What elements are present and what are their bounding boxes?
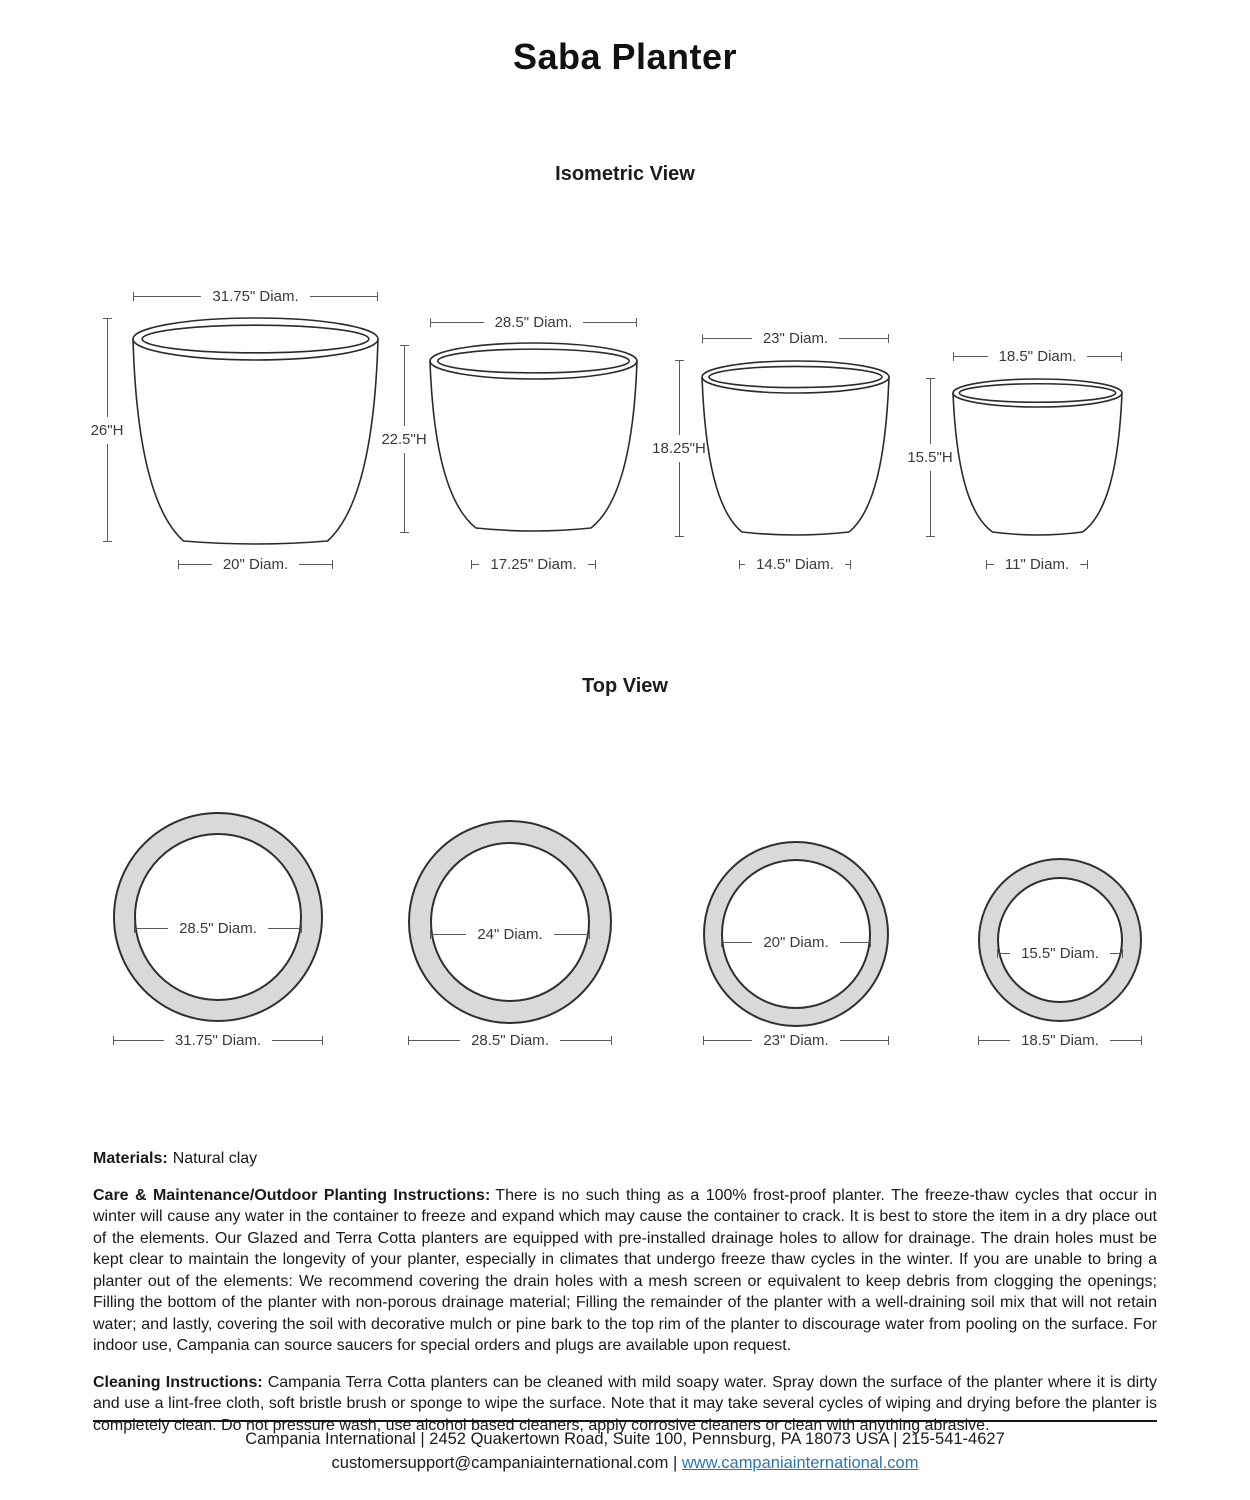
- dim-label: 18.5" Diam.: [1021, 1031, 1099, 1049]
- footer-separator: |: [672, 1454, 678, 1472]
- dim-inner-diameter-ring-2: [430, 926, 590, 942]
- dim-line: [431, 934, 466, 935]
- planter-isometric-drawing-2: [428, 341, 639, 537]
- dim-tick: [870, 938, 871, 947]
- dim-line: [930, 379, 931, 444]
- planter-isometric-drawing-1: [131, 316, 380, 550]
- dim-label: 11" Diam.: [1004, 555, 1070, 573]
- dim-line: [740, 564, 745, 565]
- materials-line: [93, 1148, 1157, 1170]
- dim-tick: [888, 1036, 889, 1045]
- footer: [93, 1420, 1157, 1475]
- planter-isometric-drawing-3: [700, 359, 891, 541]
- materials-label: Materials:: [93, 1150, 168, 1167]
- dim-top-diameter-planter-1: [133, 288, 378, 304]
- dim-tick: [611, 1036, 612, 1045]
- dim-label: 26"H: [90, 421, 124, 439]
- dim-outer-diameter-ring-2: [408, 1032, 612, 1048]
- dim-line: [704, 1040, 752, 1041]
- dim-line: [114, 1040, 164, 1041]
- pot-body-outline: [430, 361, 637, 531]
- dim-line: [560, 1040, 611, 1041]
- ring-inner-4: [997, 877, 1123, 1003]
- top-view-heading: Top View: [582, 675, 668, 697]
- dim-label: 15.5" Diam.: [1021, 944, 1099, 962]
- dim-line: [1110, 1040, 1141, 1041]
- dim-label: 28.5" Diam.: [494, 313, 573, 331]
- dim-line: [1080, 564, 1087, 565]
- planter-isometric-drawing-4: [951, 377, 1124, 541]
- dim-top-diameter-planter-2: [430, 314, 637, 330]
- dim-line: [404, 453, 405, 533]
- dim-line: [979, 1040, 1010, 1041]
- dim-tick: [1087, 560, 1088, 569]
- pot-rim-inner: [438, 349, 629, 373]
- dim-line: [310, 296, 377, 297]
- dim-top-diameter-planter-3: [702, 330, 889, 346]
- footer-website-link[interactable]: www.campaniainternational.com: [681, 1454, 919, 1472]
- materials-value: Natural clay: [172, 1150, 258, 1167]
- dim-tick: [675, 536, 684, 537]
- dim-tick: [400, 532, 409, 533]
- pot-rim-inner: [142, 325, 369, 353]
- dim-bottom-diameter-planter-3: [739, 556, 851, 572]
- pot-rim-inner: [709, 366, 882, 387]
- dim-tick: [1121, 352, 1122, 361]
- dim-line: [472, 564, 479, 565]
- dim-line: [840, 1040, 888, 1041]
- dim-inner-diameter-ring-3: [721, 934, 871, 950]
- dim-label: 20" Diam.: [222, 555, 289, 573]
- isometric-view-heading: Isometric View: [555, 163, 695, 185]
- dim-line: [179, 564, 212, 565]
- dim-tick: [377, 292, 378, 301]
- pot-body-outline: [702, 377, 889, 535]
- dim-line: [722, 942, 752, 943]
- dim-line: [107, 319, 108, 417]
- dim-line: [404, 346, 405, 426]
- dim-line: [431, 322, 484, 323]
- dim-line: [1087, 356, 1121, 357]
- dim-tick: [595, 560, 596, 569]
- dim-label: 31.75" Diam.: [212, 287, 299, 305]
- dim-label: 18.5" Diam.: [998, 347, 1077, 365]
- dim-line: [135, 928, 168, 929]
- dim-line: [134, 296, 201, 297]
- dim-outer-diameter-ring-4: [978, 1032, 1142, 1048]
- dim-tick: [589, 930, 590, 939]
- dim-line: [930, 471, 931, 536]
- top-view-ring-4: [978, 858, 1142, 1022]
- pot-body-outline: [133, 339, 378, 544]
- dim-tick: [1122, 949, 1123, 958]
- dim-bottom-diameter-planter-2: [471, 556, 596, 572]
- dim-bottom-diameter-planter-1: [178, 556, 333, 572]
- pot-rim-outer: [133, 318, 378, 360]
- dim-tick: [888, 334, 889, 343]
- cleaning-text: Campania Terra Cotta planters can be cleaned with mild soapy water. Spray down the surface of the planter where it is dirty and use a lint-free cloth, soft bristle brush or sponge to wipe the surface. Note that it may take several cycles of wiping and drying before the planter is completely clean. Do not pressure wash, use alcohol based cleaners, apply corrosive cleaners or clean with anything abrasive.: [93, 1373, 1158, 1434]
- dim-label: 15.5"H: [907, 449, 953, 466]
- dim-label: 28.5" Diam.: [179, 919, 257, 937]
- dim-label: 28.5" Diam.: [471, 1031, 549, 1049]
- dim-label: 23" Diam.: [762, 329, 829, 347]
- dim-label: 31.75" Diam.: [174, 1031, 262, 1049]
- dim-tick: [103, 541, 112, 542]
- footer-contact-line: [93, 1451, 1157, 1475]
- dim-outer-diameter-ring-1: [113, 1032, 323, 1048]
- top-view-ring-2: [408, 820, 612, 1024]
- dim-top-diameter-planter-4: [953, 348, 1122, 364]
- dim-line: [679, 361, 680, 435]
- dim-line: [1110, 953, 1122, 954]
- dim-line: [107, 444, 108, 542]
- dim-tick: [322, 1036, 323, 1045]
- cleaning-label: Cleaning Instructions:: [93, 1373, 263, 1391]
- dim-label: 17.25" Diam.: [490, 555, 577, 573]
- dim-inner-diameter-ring-1: [134, 920, 302, 936]
- dim-line: [839, 338, 888, 339]
- ring-inner-2: [430, 842, 590, 1002]
- dim-line: [583, 322, 636, 323]
- dim-inner-diameter-ring-4: [997, 945, 1123, 961]
- dim-line: [409, 1040, 460, 1041]
- dim-line: [998, 953, 1010, 954]
- dim-label: 14.5" Diam.: [756, 555, 834, 573]
- dim-label: 24" Diam.: [477, 925, 543, 943]
- dim-tick: [301, 924, 302, 933]
- dim-label: 18.25"H: [652, 440, 706, 457]
- dim-line: [554, 934, 589, 935]
- top-view-ring-1: [113, 812, 323, 1022]
- care-paragraph: [93, 1185, 1157, 1357]
- dim-line: [588, 564, 595, 565]
- dim-label: 20" Diam.: [763, 933, 829, 951]
- dim-label: 22.5"H: [381, 430, 427, 448]
- footer-address-line: Campania International | 2452 Quakertown Road, Suite 100, Pennsburg, PA 18073 USA | 215-541-4627: [245, 1430, 1005, 1448]
- dim-tick: [332, 560, 333, 569]
- pot-body-outline: [953, 393, 1122, 535]
- pot-rim-inner: [959, 384, 1115, 402]
- dim-bottom-diameter-planter-4: [986, 556, 1088, 572]
- dim-line: [703, 338, 752, 339]
- care-label: Care & Maintenance/Outdoor Planting Instructions:: [93, 1186, 491, 1204]
- care-text: There is no such thing as a 100% frost-proof planter. The freeze-thaw cycles that occur in winter will cause any water in the container to freeze and expand which may cause the container to crack. It is best to store the item in a dry place out of the elements. Our Glazed and Terra Cotta planters are equipped with pre-installed drainage holes to allow for drainage. The drain holes must be kept clear to maintain the longevity of your planter, especially in climates that undergo freeze thaw cycles in the winter. If you are unable to bring a planter out of the elements: We recommend covering the drain holes with a mesh screen or equivalent to keep debris from clogging the openings; Filling the bottom of the planter with non-porous drainage material; Filling the remainder of the planter with a well-draining soil mix that will not retain water; and lastly, covering the soil with decorative mulch or pine bark to the top rim of the planter to discourage water from pooling on the surface. For indoor use, Campania can source saucers for special orders and plugs are available upon request.: [93, 1186, 1158, 1354]
- page-title: Saba Planter: [512, 36, 738, 77]
- dim-line: [272, 1040, 322, 1041]
- dim-tick: [926, 536, 935, 537]
- dim-tick: [850, 560, 851, 569]
- dim-line: [840, 942, 870, 943]
- dim-line: [268, 928, 301, 929]
- dim-line: [987, 564, 994, 565]
- dim-line: [954, 356, 988, 357]
- dim-tick: [636, 318, 637, 327]
- dim-label: 23" Diam.: [763, 1031, 829, 1049]
- dim-tick: [1141, 1036, 1142, 1045]
- dim-line: [679, 462, 680, 536]
- dim-outer-diameter-ring-3: [703, 1032, 889, 1048]
- ring-inner-1: [134, 833, 302, 1001]
- dim-line: [299, 564, 332, 565]
- footer-email: customersupport@campaniainternational.com: [331, 1454, 669, 1472]
- info-text-block: [93, 1148, 1157, 1436]
